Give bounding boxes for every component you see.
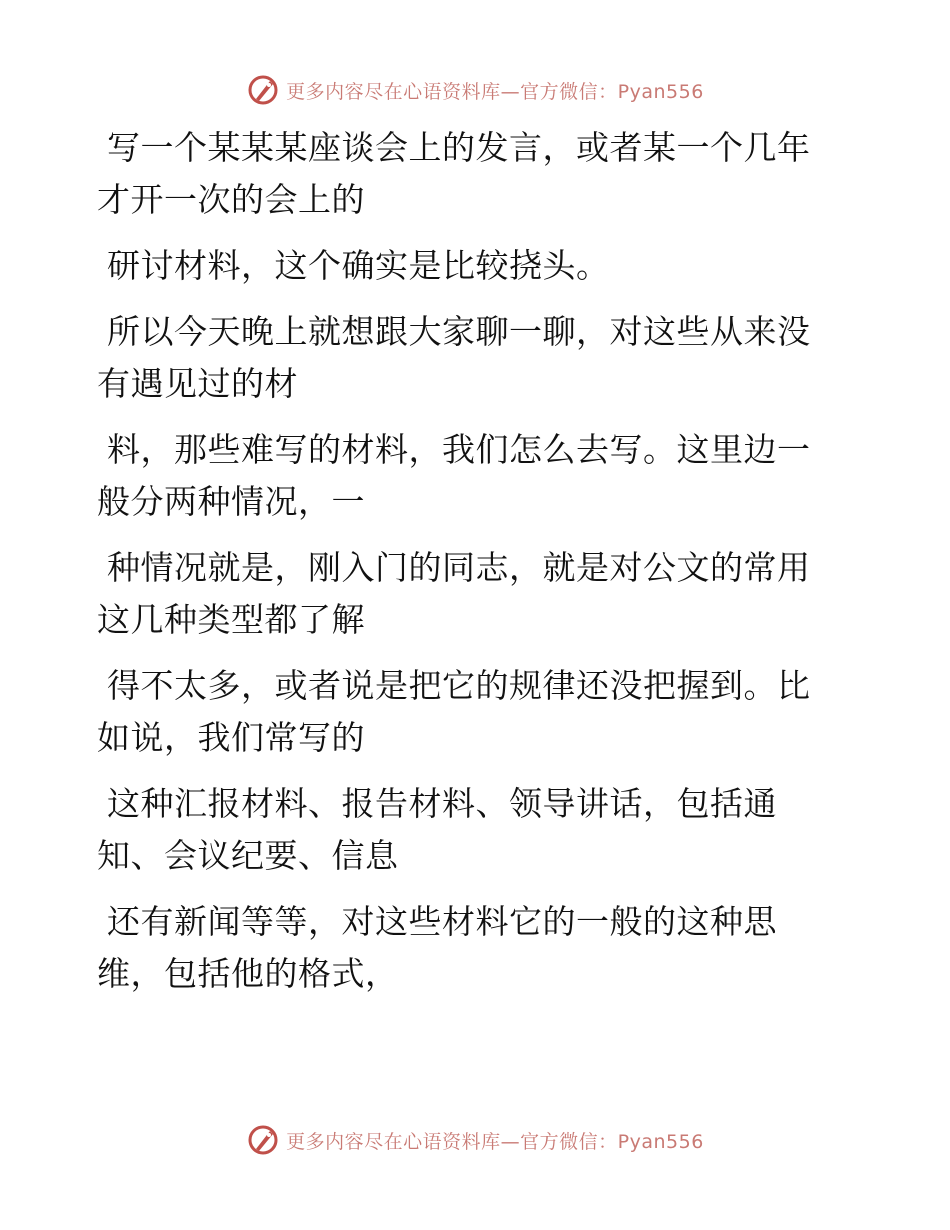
text-line: 维，包括他的格式， bbox=[97, 954, 399, 993]
footer-banner-text: 更多内容尽在心语资料库—官方微信：Pyan556 bbox=[286, 1130, 704, 1153]
text-line: 有遇见过的材 bbox=[97, 364, 298, 403]
text-line: 所以今天晚上就想跟大家聊一聊，对这些从来没 bbox=[107, 312, 811, 351]
text-line: 写一个某某某座谈会上的发言，或者某一个几年 bbox=[107, 128, 811, 167]
text-line: 如说，我们常写的 bbox=[97, 718, 365, 757]
text-line: 般分两种情况，一 bbox=[97, 482, 365, 521]
text-line: 种情况就是，刚入门的同志，就是对公文的常用 bbox=[107, 548, 811, 587]
text-line: 研讨材料，这个确实是比较挠头。 bbox=[107, 246, 610, 285]
paragraph bbox=[97, 778, 837, 882]
paragraph bbox=[97, 306, 837, 410]
text-line: 料，那些难写的材料，我们怎么去写。这里边一 bbox=[107, 430, 811, 469]
text-line: 才开一次的会上的 bbox=[97, 180, 365, 219]
paragraph bbox=[97, 660, 837, 764]
header-banner-text: 更多内容尽在心语资料库—官方微信：Pyan556 bbox=[286, 80, 704, 103]
pen-nib-circle-icon bbox=[246, 1123, 280, 1157]
paragraph bbox=[97, 542, 837, 646]
paragraph bbox=[97, 424, 837, 528]
footer-banner bbox=[0, 1120, 950, 1160]
paragraph bbox=[97, 240, 837, 292]
pen-nib-circle-icon bbox=[246, 73, 280, 107]
text-line: 这几种类型都了解 bbox=[97, 600, 365, 639]
text-line: 得不太多，或者说是把它的规律还没把握到。比 bbox=[107, 666, 811, 705]
header-banner bbox=[0, 70, 950, 110]
text-line: 这种汇报材料、报告材料、领导讲话，包括通 bbox=[107, 784, 777, 823]
document-body bbox=[97, 122, 837, 1000]
text-line: 知、会议纪要、信息 bbox=[97, 836, 399, 875]
paragraph bbox=[97, 896, 837, 1000]
paragraph bbox=[97, 122, 837, 226]
text-line: 还有新闻等等，对这些材料它的一般的这种思 bbox=[107, 902, 777, 941]
